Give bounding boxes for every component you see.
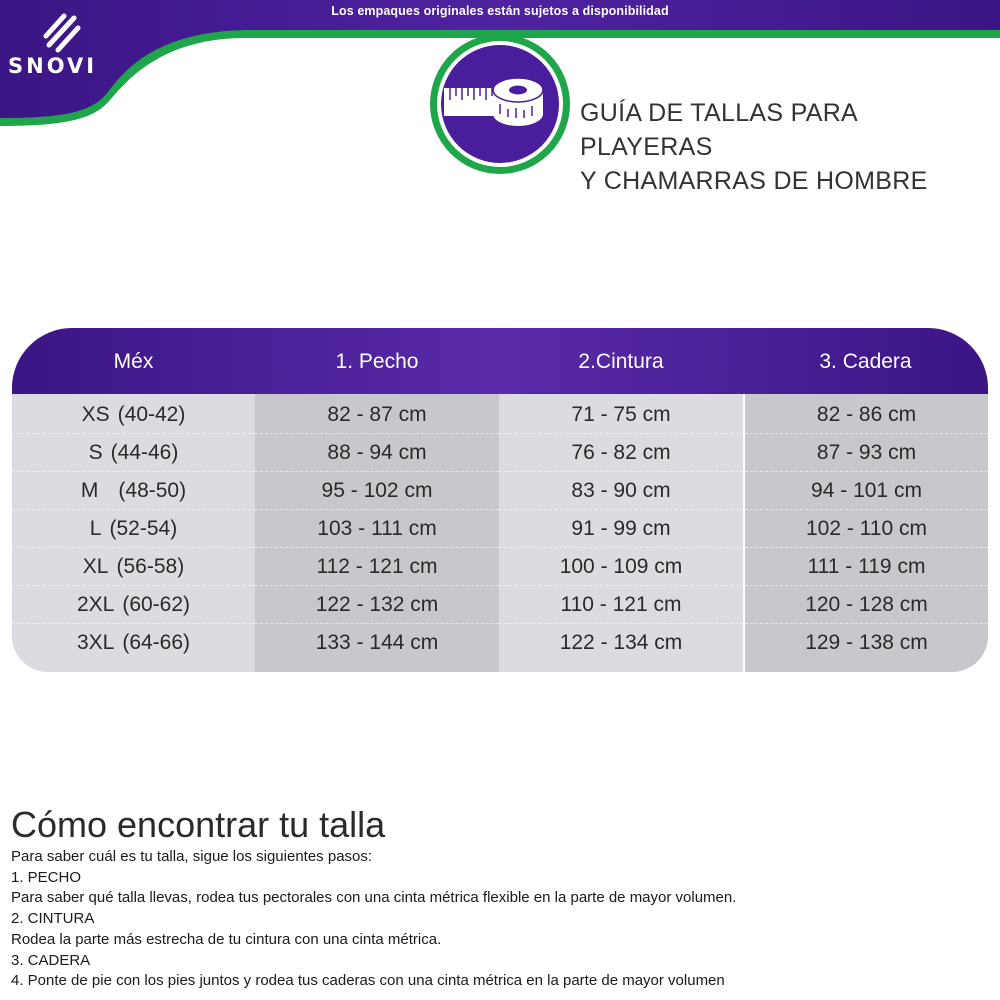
size-instructions: [11, 803, 991, 992]
cintura-column: [499, 394, 743, 672]
brand-name: SNOVI: [8, 54, 98, 78]
step-cadera-text: 4. Ponte de pie con los pies juntos y rodea tus caderas con una cinta métrica en la parte de mayor volumen: [11, 972, 725, 990]
pecho-cell: 82 - 87 cm: [255, 396, 499, 434]
size-cell: XL (56-58): [12, 548, 255, 586]
availability-notice: Los empaques originales están sujetos a disponibilidad: [331, 4, 669, 18]
snovi-logo-icon: [38, 12, 86, 54]
cadera-cell: 87 - 93 cm: [745, 434, 988, 472]
pecho-cell: 112 - 121 cm: [255, 548, 499, 586]
cadera-cell: 120 - 128 cm: [745, 586, 988, 624]
page-title-line-2: Y CHAMARRAS DE HOMBRE: [580, 167, 928, 195]
step-cintura-text: Rodea la parte más estrecha de tu cintura con una cinta métrica.: [11, 930, 442, 948]
pecho-column: [255, 394, 499, 672]
page-title: [580, 96, 995, 198]
size-cell: L (52-54): [12, 510, 255, 548]
step-pecho-text: Para saber qué talla llevas, rodea tus pectorales con una cinta métrica flexible en la parte de mayor volumen.: [11, 889, 737, 907]
cintura-cell: 110 - 121 cm: [499, 586, 743, 624]
pecho-cell: 133 - 144 cm: [315, 631, 439, 654]
instructions-intro: Para saber cuál es tu talla, sigue los siguientes pasos:: [11, 848, 373, 865]
pecho-cell: 88 - 94 cm: [255, 434, 499, 472]
pecho-cell: 103 - 111 cm: [255, 510, 499, 548]
table-header: [12, 328, 988, 394]
pecho-cell: 122 - 132 cm: [255, 586, 499, 624]
size-table: [12, 328, 988, 672]
size-cell: 2XL (60-62): [12, 586, 255, 624]
step-pecho-heading: 1. PECHO: [11, 868, 82, 886]
pecho-cell: 95 - 102 cm: [255, 472, 499, 510]
header-pecho: 1. Pecho: [335, 350, 419, 373]
table-body: [12, 394, 988, 672]
cintura-cell: 83 - 90 cm: [499, 472, 743, 510]
cadera-cell: 111 - 119 cm: [745, 548, 988, 586]
cadera-column: [743, 394, 988, 672]
cintura-cell: 71 - 75 cm: [499, 396, 743, 434]
header-cadera: 3. Cadera: [819, 350, 912, 373]
page-title-line-1: GUÍA DE TALLAS PARA PLAYERAS: [580, 99, 857, 161]
header-cintura: 2.Cintura: [578, 350, 664, 373]
size-cell: XS (40-42): [12, 396, 255, 434]
size-cell: 3XL (64-66): [76, 631, 191, 654]
cadera-cell: 129 - 138 cm: [805, 631, 928, 654]
step-cadera-heading: 3. CADERA: [11, 951, 91, 969]
step-cintura-heading: 2. CINTURA: [11, 910, 95, 928]
cadera-cell: 102 - 110 cm: [745, 510, 988, 548]
header-mex: Méx: [113, 350, 154, 373]
cadera-cell: 82 - 86 cm: [745, 396, 988, 434]
size-cell: S (44-46): [12, 434, 255, 472]
cadera-cell: 94 - 101 cm: [745, 472, 988, 510]
size-column: [12, 394, 255, 672]
cintura-cell: 76 - 82 cm: [499, 434, 743, 472]
instructions-title: Cómo encontrar tu talla: [11, 804, 386, 845]
size-cell: M (48-50): [12, 472, 255, 510]
cintura-cell: 91 - 99 cm: [499, 510, 743, 548]
cintura-cell: 100 - 109 cm: [499, 548, 743, 586]
cintura-cell: 122 - 134 cm: [559, 631, 683, 654]
measuring-tape-icon: [428, 34, 572, 178]
